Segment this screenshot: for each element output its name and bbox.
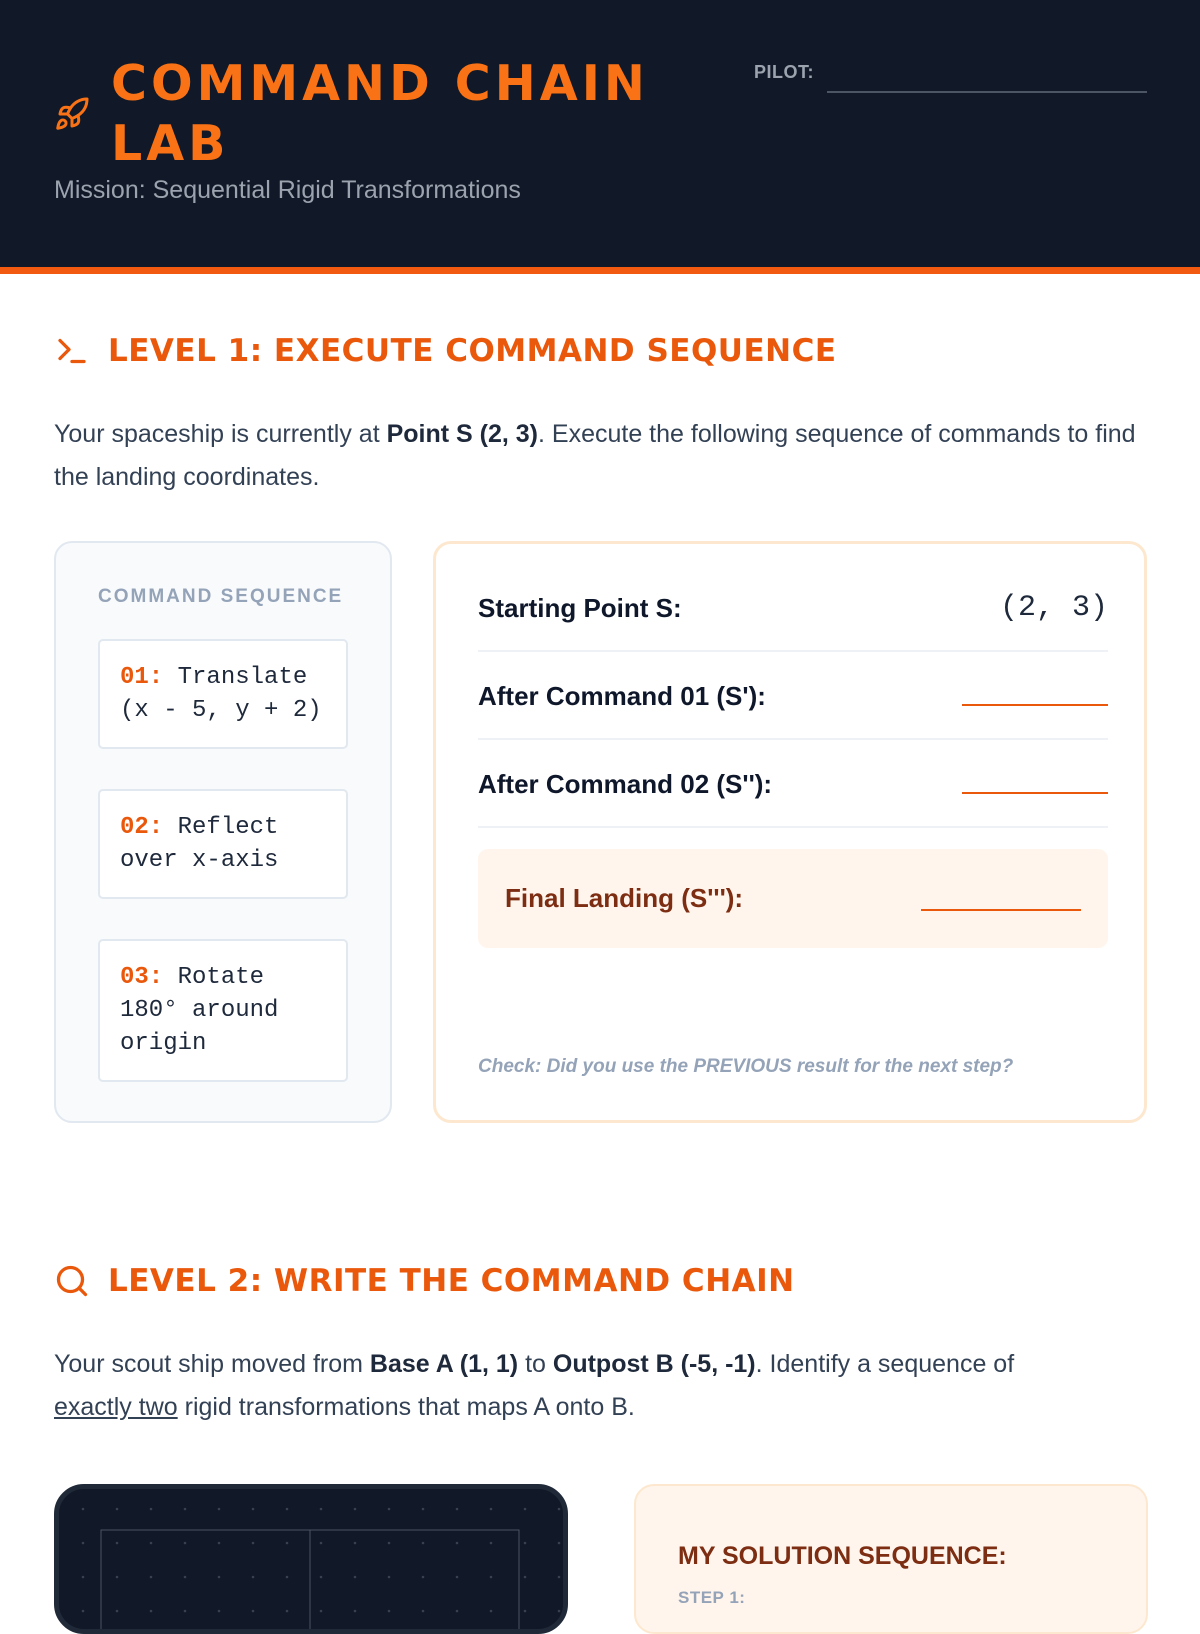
solution-title: MY SOLUTION SEQUENCE:	[678, 1542, 1007, 1570]
page-title: COMMAND CHAIN LAB	[111, 55, 649, 172]
answer-panel	[433, 541, 1147, 1123]
pilot-label: PILOT:	[754, 62, 814, 82]
page-header	[0, 0, 1200, 274]
command-card-02: 02: Reflect over x-axis	[98, 789, 348, 899]
rocket-icon	[54, 96, 90, 132]
starting-point-value: (2, 3)	[999, 591, 1108, 625]
final-landing-box: Final Landing (S'''):	[478, 849, 1108, 948]
start-point-text: Point S (2, 3)	[386, 420, 538, 448]
solution-step-1-label: STEP 1:	[678, 1588, 746, 1607]
level2-intro: Your scout ship moved from Base A (1, 1) to Outpost B (-5, -1). Identify a sequence of exactly two rigid transformations that maps A onto B.	[54, 1350, 1015, 1421]
after-command-01-blank[interactable]	[962, 704, 1108, 706]
solution-panel	[634, 1484, 1148, 1634]
command-sequence-panel	[54, 541, 392, 1123]
terminal-icon	[54, 333, 90, 369]
pilot-name-field[interactable]	[827, 91, 1147, 93]
level2-heading	[54, 1261, 795, 1301]
command-card-03: 03: Rotate 180° around origin	[98, 939, 348, 1082]
level1-intro: Your spaceship is currently at Point S (2, 3). Execute the following sequence of commands to find the landing coordinates.	[54, 420, 1136, 491]
coordinate-grid-panel	[54, 1484, 568, 1634]
after-command-02-blank[interactable]	[962, 792, 1108, 794]
page-subtitle: Mission: Sequential Rigid Transformations	[54, 176, 521, 204]
command-card-01: 01: Translate (x - 5, y + 2)	[98, 639, 348, 749]
command-sequence-label: COMMAND SEQUENCE	[98, 586, 344, 607]
after-command-01-row: After Command 01 (S'):	[478, 652, 1108, 740]
after-command-02-row: After Command 02 (S''):	[478, 740, 1108, 828]
coordinate-grid	[59, 1489, 563, 1629]
level2-heading-text: LEVEL 2: WRITE THE COMMAND CHAIN	[108, 1263, 795, 1299]
level1-heading-text: LEVEL 1: EXECUTE COMMAND SEQUENCE	[108, 333, 837, 369]
level1-heading	[54, 331, 837, 371]
final-landing-blank[interactable]	[921, 909, 1081, 911]
search-icon	[54, 1263, 90, 1299]
starting-point-row: Starting Point S: (2, 3)	[478, 564, 1108, 652]
check-note: Check: Did you use the PREVIOUS result for the next step?	[478, 1056, 1014, 1077]
